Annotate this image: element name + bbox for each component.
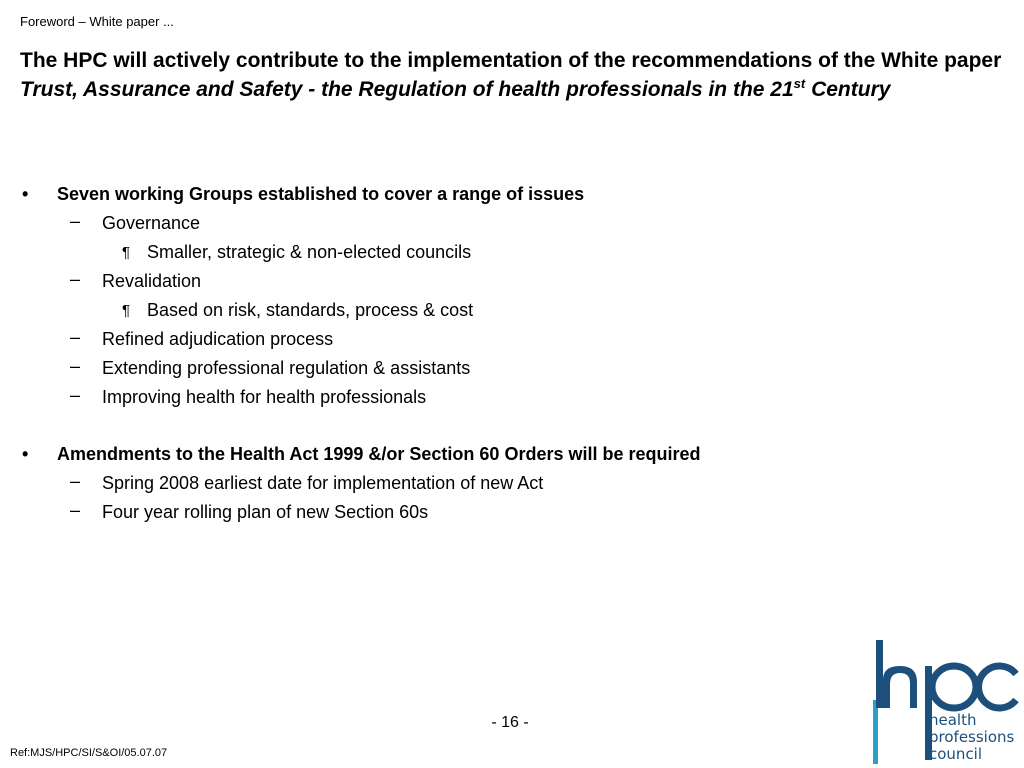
sub-item-text: Governance bbox=[102, 213, 201, 233]
spacer bbox=[20, 412, 920, 440]
dash-marker: – bbox=[70, 269, 81, 289]
bullet-working-groups bbox=[20, 180, 920, 209]
sub-item-extending bbox=[20, 354, 920, 383]
sub-item-text: Improving health for health professionals bbox=[102, 387, 427, 407]
sub-sub-item-councils bbox=[20, 238, 920, 267]
sub-sub-item-risk bbox=[20, 296, 920, 325]
sub-item-text: Extending professional regulation & assistants bbox=[102, 358, 471, 378]
dash-marker: – bbox=[70, 500, 81, 520]
dash-marker: – bbox=[70, 356, 81, 376]
logo-p-bowl bbox=[932, 666, 976, 708]
dash-marker: – bbox=[70, 385, 81, 405]
title-superscript: st bbox=[793, 76, 806, 91]
dash-marker: – bbox=[70, 211, 81, 231]
bullet-text: Seven working Groups established to cover a range of issues bbox=[57, 184, 585, 204]
logo-text-line: council bbox=[929, 745, 983, 763]
page-title bbox=[20, 46, 1010, 104]
bullet-marker: • bbox=[22, 184, 29, 204]
sub-item-governance bbox=[20, 209, 920, 238]
sub-item-rolling bbox=[20, 498, 920, 527]
logo-h-stem bbox=[876, 640, 883, 708]
sub-item-adjudication bbox=[20, 325, 920, 354]
sub-sub-item-text: Based on risk, standards, process & cost bbox=[147, 300, 474, 320]
sub-item-revalidation bbox=[20, 267, 920, 296]
bullet-list bbox=[20, 180, 920, 527]
pilcrow-marker: ¶ bbox=[122, 244, 131, 261]
logo-h-arch bbox=[883, 666, 917, 708]
sub-item-text: Spring 2008 earliest date for implementation of new Act bbox=[102, 473, 544, 493]
page-number: - 16 - bbox=[491, 714, 529, 731]
title-plain: The HPC will actively contribute to the implementation of the recommendations of the White paper bbox=[20, 49, 1002, 72]
sub-item-improving bbox=[20, 383, 920, 412]
dash-marker: – bbox=[70, 327, 81, 347]
title-italic-end: Century bbox=[811, 78, 891, 101]
pilcrow-marker: ¶ bbox=[122, 302, 131, 319]
sub-item-spring bbox=[20, 469, 920, 498]
dash-marker: – bbox=[70, 471, 81, 491]
sub-item-text: Refined adjudication process bbox=[102, 329, 334, 349]
logo-text-line: health bbox=[929, 711, 977, 729]
sub-item-text: Four year rolling plan of new Section 60s bbox=[102, 502, 429, 522]
breadcrumb: Foreword – White paper ... bbox=[20, 14, 174, 29]
reference-code: Ref:MJS/HPC/SI/S&OI/05.07.07 bbox=[10, 747, 168, 759]
title-italic: Trust, Assurance and Safety - the Regulation of health professionals in the 21 bbox=[20, 78, 794, 101]
bullet-marker: • bbox=[22, 444, 29, 464]
logo-accent-bar bbox=[873, 700, 878, 764]
bullet-amendments bbox=[20, 440, 920, 469]
sub-sub-item-text: Smaller, strategic & non-elected councils bbox=[147, 242, 472, 262]
bullet-text: Amendments to the Health Act 1999 &/or Section 60 Orders will be required bbox=[57, 444, 701, 464]
logo-c bbox=[979, 666, 1016, 708]
sub-item-text: Revalidation bbox=[102, 271, 202, 291]
logo-text bbox=[929, 712, 1014, 763]
logo-text-line: professions bbox=[929, 728, 1015, 746]
